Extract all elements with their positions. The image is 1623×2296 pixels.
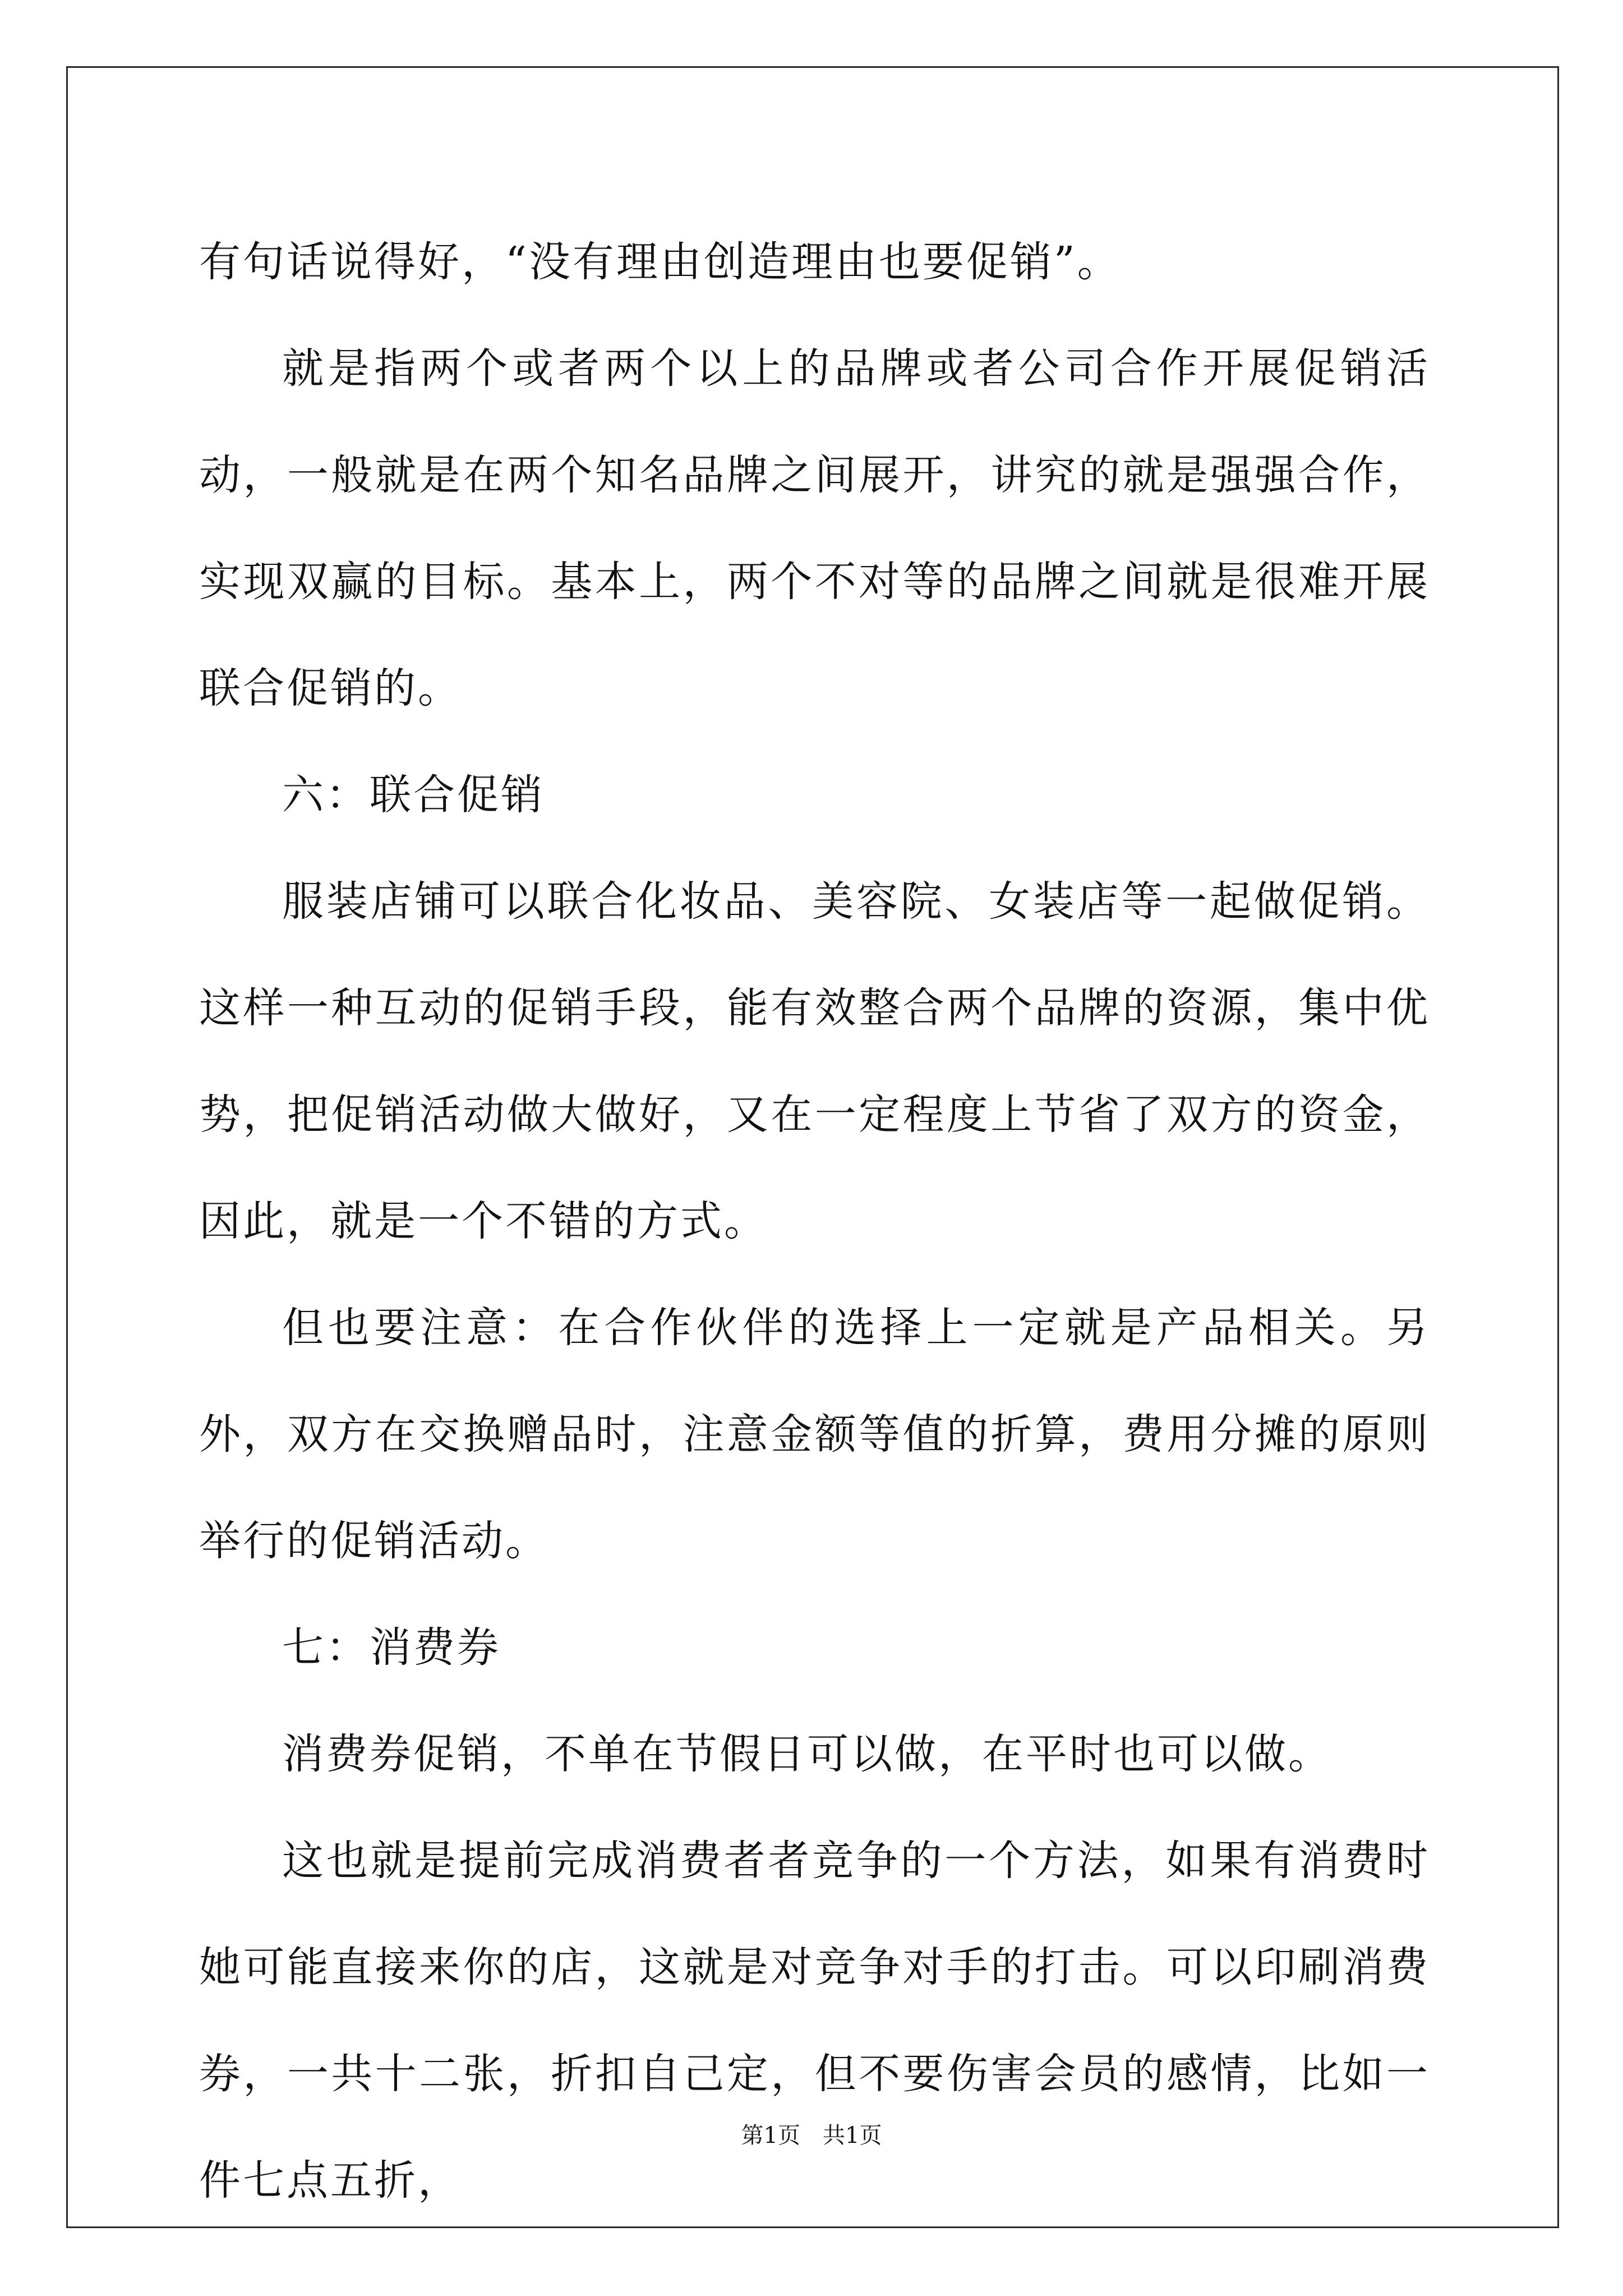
document-body bbox=[199, 209, 1430, 2234]
page-number: 第1页 bbox=[741, 2123, 800, 2148]
page-footer bbox=[0, 2118, 1623, 2150]
section-heading-7: 七：消费券 bbox=[282, 1623, 501, 1672]
paragraph-2: 就是指两个或者两个以上的品牌或者公司合作开展促销活动，一般就是在两个知名品牌之间展开，讲究的就是强强合作，实现双赢的目标。基本上，两个不对等的品牌之间就是很难开展联合促销的。 bbox=[199, 344, 1430, 712]
paragraph-3: 服装店铺可以联合化妆品、美容院、女装店等一起做促销。这样一种互动的促销手段，能有效整合两个品牌的资源，集中优势，把促销活动做大做好，又在一定程度上节省了双方的资金，因此，就是一个不错的方式。 bbox=[199, 877, 1430, 1245]
paragraph-1: 有句话说得好，“没有理由创造理由也要促销”。 bbox=[199, 238, 1121, 286]
paragraph-6: 这也就是提前完成消费者者竞争的一个方法，如果有消费时她可能直接来你的店，这就是对竞争对手的打击。可以印刷消费券，一共十二张，折扣自己定，但不要伤害会员的感情，比如一件七点五折， bbox=[199, 1837, 1430, 2205]
section-heading-6: 六：联合促销 bbox=[282, 771, 545, 819]
paragraph-4: 但也要注意：在合作伙伴的选择上一定就是产品相关。另外，双方在交换赠品时，注意金额等值的折算，费用分摊的原则举行的促销活动。 bbox=[199, 1304, 1430, 1565]
paragraph-5: 消费券促销，不单在节假日可以做，在平时也可以做。 bbox=[282, 1730, 1332, 1778]
page-total: 共1页 bbox=[823, 2123, 882, 2148]
